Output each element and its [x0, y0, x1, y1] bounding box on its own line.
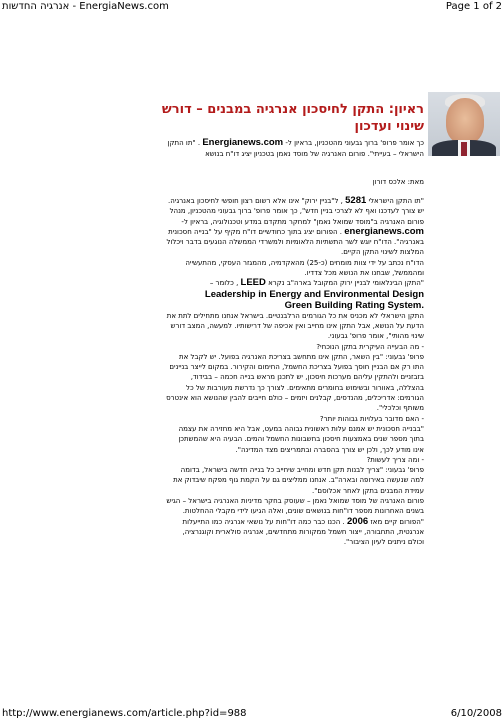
paragraph — [166, 196, 424, 258]
print-header-site: אנרגיה החדשות - EnergiaNews.com — [2, 1, 169, 12]
intro-text-1: כך אומר פרופ' ברוך גבעוני מהטכניון, בראיון ל- — [285, 139, 424, 147]
interview-question: - האם מדובר בעלויות גבוהות יותר? — [319, 414, 424, 423]
paragraph: הדו"ח נכתב על ידי צוות מומחים (כ-25) מהאקדמיה, מהמגזר העסקי, מהתעשייה ומהממשל, שבחנו את הנושא מכל צדדיו. — [185, 258, 424, 278]
p1-site-name: energianews.com — [344, 225, 424, 237]
print-header-page: Page 1 of 2 — [445, 1, 502, 12]
interview-question: - מה הבעייה העיקרית בתקן הנוכחי? — [316, 342, 424, 351]
p6-year: 2006 — [347, 515, 369, 527]
paragraph: פורום האנרגיה של מוסד שמואל נאמן – שעוסק בחקר מדיניות האנרגיה בישראל – הגיש בשנים האחרונות מספר דו"חות בנושאים שונים, ואלה הגיעו לידי מקבלי ההחלטות. — [166, 497, 424, 516]
article-byline: מאת: אלכס דורון — [372, 178, 424, 186]
p3-leed: LEED — [240, 277, 266, 289]
intro-site-name: Energianews.com — [202, 137, 284, 148]
interview-answer: "בבנייה חסכונית יש אמנם עלות ראשונית גבוהה במעט, אבל היא מחזירה את עצמה בתוך מספר שנים באמצעות חיסכון בחשבונות החשמל והמים. הבעיה היא שהמשתכן אינו מודע לכך, ולכן יש צורך בהסברה ובתמריצים מצד המדינה". — [178, 424, 424, 454]
article-title: ראיון: התקן לחיסכון אנרגיה במבנים – דורש שינוי ועדכון — [161, 102, 424, 134]
p1-text-c: . הפורום יציג בתוך כחודשיים דו"ח מקיף על "בנייה חסכונית באנרגיה". הדו"ח יוגש לשר התשתיות הלאומיות ולמשרדי הממשלה הנוגעים בדבר ויכלול המלצות לשינוי התקן הקיים. — [166, 227, 424, 257]
p3-text-b: , כלומר – — [209, 279, 239, 288]
print-footer-url: http://www.energianews.com/article.php?id=988 — [2, 708, 247, 719]
intro-text-2: . "תו התקן הישראלי – בעייתי". פורום האנרגיה של מוסד נאמן בטכניון יציג דו"ח בנושא — [167, 139, 424, 158]
leed-english-line-2: Green Building Rating System. — [284, 299, 424, 311]
interview-question: - ומה צריך לעשות? — [366, 455, 424, 464]
interview-answer: פרופ' גבעוני: "צריך לבנות תקן חדש ומחייב שיחייב כל בנייה חדשה בישראל, בדומה למה שנעשה באירופה ובארה"ב. אנחנו ממליצים גם על הקמת גוף מפקח שיבדוק את עמידת המבנים בתקן לאחר אכלוסם". — [173, 466, 424, 495]
paragraph — [166, 278, 424, 288]
p3-text-a: "התקן הבינלאומי לבניין ירוק המקובל בארה"ב נקרא — [268, 279, 424, 288]
article-intro — [160, 138, 424, 159]
p6-text-b: . הכנו כבר כמה דו"חות על נושאי אנרגיה כמו התייעלות אנרגטית, התחבורה, ייצור חשמל ממקורות מתחדשים, אנרגיה סולארית וקוגנרציה, וכולם ניתנים לעיון הציבור". — [182, 517, 424, 547]
paragraph — [166, 517, 424, 548]
p1-standard-number: 5281 — [345, 195, 367, 206]
leed-english-line-1: Leadership in Energy and Environmental Design — [204, 288, 424, 300]
p1-text-a: "תו התקן הישראלי — [368, 197, 424, 205]
p1-text-b: , ל"בניין ירוק" אינו אלא רשום רצון חופשי לחיסכון באנרגיה. יש צורך לעדכנו ואף לא לצרכי בניין חדש", כך אומר פרופ' ברוך גבעוני מהטכניון, מנהל פורום האנרגיה ב"מוסד שמואל נאמן" למחקר מתקדם במדע וטכנולוגיה, בראיון ל- — [167, 197, 424, 226]
print-footer-date: 6/10/2008 — [450, 708, 502, 719]
paragraph: התקן הישראלי לא מכניס את כל הגורמים הרלבנטיים. בישראל אנחנו מתחילים לתת את הדעת על הנושא, אבל התקן אינו מחייב ואין אכיפה של דרישותיו. למעשה, המצב דורש שינוי מהותי", אומר פרופ' גבעוני. — [166, 311, 424, 341]
article-body — [166, 196, 424, 548]
p6-text-a: "הפורום קיים מאז — [370, 517, 424, 526]
interview-answer: פרופ' גבעוני: "בין השאר, התקן אינו מתחשב בצריכת האנרגיה בפועל. יש לקבל את התו רק אם הבניין חוסך בפועל בצריכת החשמל, החימום והקירור. במקום לייצר בניינים בזבזניים ולהתקין עליהם מערכות חיסכון, יש לתכנן מראש בנייה חכמה – בבידוד, בהצללה, באוורור ובשימוש בחומרים מתאימים. לצורך כך נדרשת מעורבות של כל הגורמים: אדריכלים, מהנדסים, קבלנים ויזמים – כולם חייבים להבין שהנושא הוא אינטרס משותף וכלכלי". — [166, 352, 424, 413]
author-photo — [428, 92, 500, 156]
